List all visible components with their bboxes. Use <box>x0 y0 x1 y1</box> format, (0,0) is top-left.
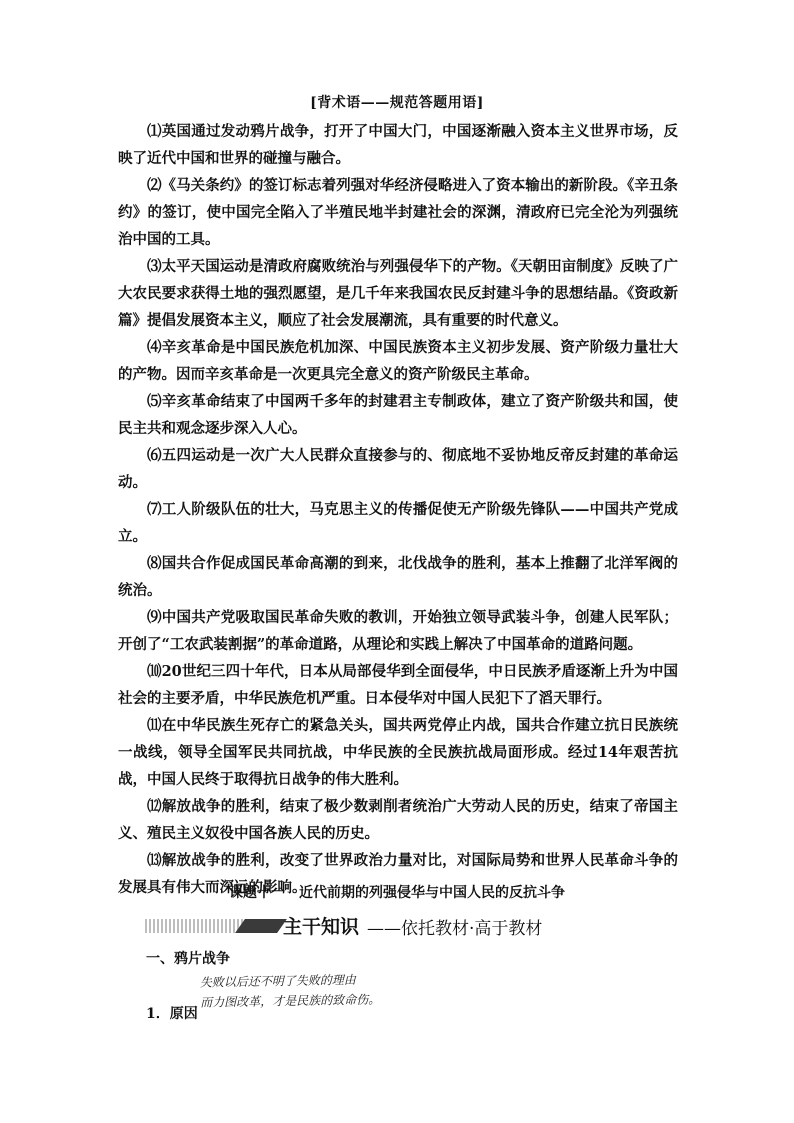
lesson-title: 课题十一 近代前期的列强侵华与中国人民的反抗斗争 <box>229 885 565 901</box>
topic-heading: 一、鸦片战争 <box>146 951 230 967</box>
term-paragraph-1: ⑴英国通过发动鸦片战争，打开了中国大门，中国逐渐融入资本主义世界市场，反映了近代中国和世界的碰撞与融合。 <box>118 123 678 167</box>
term-paragraph-2: ⑵《马关条约》的签订标志着列强对华经济侵略进入了资本输出的新阶段。《辛丑条约》的签订，使中国完全陷入了半殖民地半封建社会的深渊，清政府已完全沦为列强统治中国的工具。 <box>118 177 678 248</box>
terminology-list <box>118 118 678 901</box>
term-paragraph-12: ⑿解放战争的胜利，结束了极少数剥削者统治广大劳动人民的历史，结束了帝国主义、殖民主义奴役中国各族人民的历史。 <box>118 798 678 842</box>
term-paragraph-5: ⑸辛亥革命结束了中国两千多年的封建君主专制政体，建立了资产阶级共和国，使民主共和观念逐步深入人心。 <box>118 393 678 437</box>
section-title: [背术语——规范答题用语] <box>310 95 484 111</box>
banner-heading: 主干知识 <box>283 916 360 938</box>
term-paragraph-4: ⑷辛亥革命是中国民族危机加深、中国民族资本主义初步发展、资产阶级力量壮大的产物。因而辛亥革命是一次更具完全意义的资产阶级民主革命。 <box>118 339 678 383</box>
handwritten-line-2: 而力图改革，才是民族的致命伤。 <box>200 992 381 1010</box>
handwritten-note <box>200 969 381 1012</box>
term-paragraph-13: ⒀解放战争的胜利，改变了世界政治力量对比，对国际局势和世界人民革命斗争的发展具有伟大而深远的影响。 <box>118 852 678 896</box>
term-paragraph-3: ⑶太平天国运动是清政府腐败统治与列强侵华下的产物。《天朝田亩制度》反映了广大农民要求获得土地的强烈愿望，是几千年来我国农民反封建斗争的思想结晶。《资政新篇》提倡发展资本主义，顺应了社会发展潮流，具有重要的时代意义。 <box>118 258 678 329</box>
term-paragraph-8: ⑻国共合作促成国民革命高潮的到来，北伐战争的胜利，基本上推翻了北洋军阀的统治。 <box>118 555 678 599</box>
term-paragraph-7: ⑺工人阶级队伍的壮大，马克思主义的传播促使无产阶级先锋队——中国共产党成立。 <box>118 501 678 545</box>
term-paragraph-10: ⑽20世纪三四十年代，日本从局部侵华到全面侵华，中日民族矛盾逐渐上升为中国社会的主要矛盾，中华民族危机严重。日本侵华对中国人民犯下了滔天罪行。 <box>118 663 678 707</box>
term-paragraph-9: ⑼中国共产党吸取国民革命失败的教训，开始独立领导武装斗争，创建人民军队；开创了“工农武装割据”的革命道路，从理论和实践上解决了中国革命的道路问题。 <box>118 609 678 653</box>
banner-subheading: ——依托教材·高于教材 <box>367 919 543 939</box>
cause-label: 1．原因 <box>146 1006 198 1022</box>
term-paragraph-11: ⑾在中华民族生死存亡的紧急关头，国共两党停止内战，国共合作建立抗日民族统一战线，领导全国军民共同抗战，中华民族的全民族抗战局面形成。经过14年艰苦抗战，中国人民终于取得抗日战争的伟大胜利。 <box>118 717 678 788</box>
term-paragraph-6: ⑹五四运动是一次广大人民群众直接参与的、彻底地不妥协地反帝反封建的革命运动。 <box>118 447 678 491</box>
section-banner <box>145 912 645 942</box>
handwritten-line-1: 失败以后还不明了失败的理由 <box>199 972 356 990</box>
banner-bar-decoration <box>235 919 287 933</box>
